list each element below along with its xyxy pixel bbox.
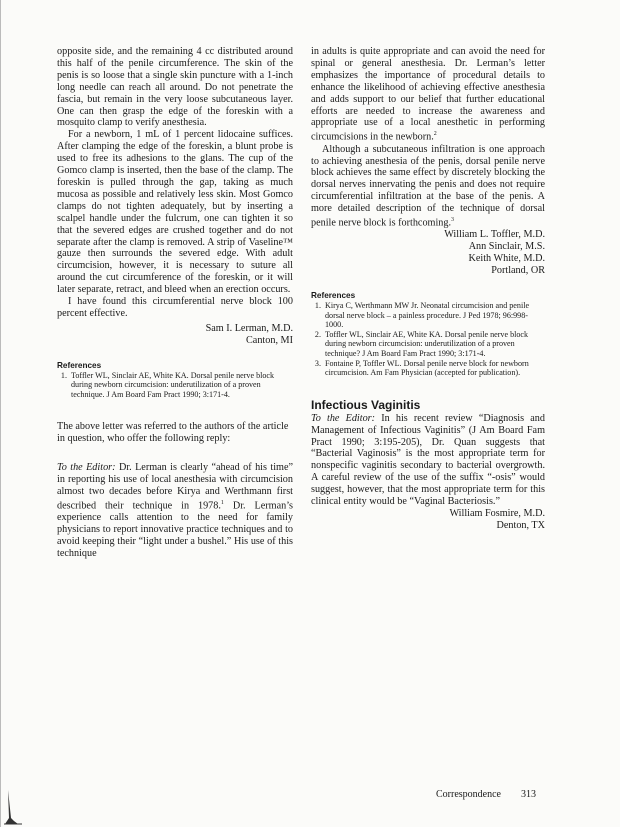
left-column	[57, 46, 293, 560]
page-edge	[0, 0, 11, 827]
letter-paragraph	[311, 413, 545, 508]
signature-location: Portland, OR	[491, 265, 545, 277]
reference-item: 1. Kirya C, Werthmann MW Jr. Neonatal circumcision and penile dorsal nerve block – a painless procedure. J Ped 1978; 96:998-1000.	[323, 301, 545, 330]
signature-name: Sam I. Lerman, M.D.	[205, 322, 293, 334]
body-paragraph: opposite side, and the remaining 4 cc distributed around this half of the penile circumference. The skin of the penis is so loose that a single skin puncture with a 1-inch long needle can reach all around. Do not penetrate the fascia, but remain in the very loose subcutaneous layer. One can then grasp the edge of the foreskin with a mosquito clamp to verify anesthesia.	[57, 46, 293, 129]
editor-note: The above letter was referred to the authors of the article in question, who offer the following reply:	[57, 421, 289, 445]
signature-block	[311, 508, 545, 532]
signature-name: William L. Toffler, M.D.	[444, 229, 545, 241]
corner-mark	[2, 788, 24, 826]
signature-block	[311, 229, 545, 277]
page-number: 313	[520, 789, 536, 800]
references-section	[311, 291, 545, 378]
references-heading: References	[57, 360, 102, 370]
signature-name: William Fosmire, M.D.	[449, 508, 545, 519]
page-footer	[436, 789, 536, 800]
references-list	[57, 371, 293, 400]
body-paragraph	[311, 46, 545, 144]
reply-paragraph	[57, 462, 293, 560]
body-paragraph: I have found this circumferential nerve block 100 percent effective.	[57, 296, 293, 319]
references-list	[311, 301, 545, 378]
citation-sup: 1	[220, 499, 224, 506]
signature-block	[57, 323, 293, 347]
reply-continued: in adults is quite appropriate and can avoid the need for spinal or general anesthesia. Dr. Lerman’s letter emphasizes the importance of procedural details to enhance the likelihood of achieving effective anesthesia and adds support to our belief that further educational efforts are needed to increase the awareness and appropriate use of a local anesthetic in performing circumcisions in the newborn.	[311, 46, 545, 143]
section-heading: Infectious Vaginitis	[311, 397, 421, 412]
reference-item: 3. Fontaine P, Toffler WL. Dorsal penile nerve block for newborn circumcision. Am Fam Physician (accepted for publication).	[323, 359, 545, 378]
citation-sup: 2	[433, 131, 437, 138]
citation-sup: 3	[451, 217, 455, 224]
signature-name: Ann Sinclair, M.S.	[468, 241, 545, 253]
body-paragraph: For a newborn, 1 mL of 1 percent lidocaine suffices. After clamping the edge of the foreskin, a blunt probe is used to free its adhesions to the glans. The cup of the Gomco clamp is inserted, then the base of the clamp. The foreskin is pulled through the gap, taking as much mucosa as possible and relatively less skin. Most Gomco clamps do not tighten adequately, but by inserting a scalpel handle under the fulcrum, one can tighten it so that the severed edges are crushed together and do not separate after the clamp is removed. A strip of Vaseline™ gauze then surrounds the severed edge. With adult circumcision, however, it is necessary to suture all around the cut circumference of the foreskin, or it will later separate, retract, and bleed when an erection occurs.	[57, 129, 293, 296]
references-heading: References	[311, 291, 356, 300]
to-the-editor: To the Editor:	[57, 462, 116, 474]
right-column	[311, 46, 545, 532]
body-paragraph	[311, 144, 545, 230]
reply-text-tail: Dr. Lerman’s experience calls attention to the need for family physicians to report innovative practice techniques and to avoid keeping their “light under a bushel.” His use of this technique	[57, 500, 293, 559]
reply-text: Dr. Lerman is clearly “ahead of his time” in reporting his use of local anesthesia with circumcision almost two decades before Kirya and Werthmann first described their technique in 1978.	[57, 462, 294, 512]
reference-item: 1. Toffler WL, Sinclair AE, White KA. Dorsal penile nerve block during newborn circumcision: underutilization of a proven technique. J Am Board Fam Pract 1990; 3:171-4.	[69, 371, 293, 400]
to-the-editor: To the Editor:	[311, 412, 376, 424]
body-text: Although a subcutaneous infiltration is one approach to achieving anesthesia of the penis, dorsal penile nerve block achieves the same effect by discretely blocking the dorsal nerves innervating the penis and does not require circumferential infiltration at the base of the penis. A more detailed description of the technique of dorsal penile nerve block is forthcoming.	[311, 143, 545, 229]
signature-location: Denton, TX	[496, 519, 545, 531]
reference-item: 2. Toffler WL, Sinclair AE, White KA. Dorsal penile nerve block during newborn circumcision: underutilization of a proven technique? J Am Board Fam Pract 1990; 3:171-4.	[323, 330, 545, 359]
references-section	[57, 361, 293, 400]
signature-location: Canton, MI	[246, 334, 293, 346]
footer-section: Correspondence	[436, 789, 501, 800]
signature-name: Keith White, M.D.	[468, 253, 545, 265]
letter-text: In his recent review “Diagnosis and Management of Infectious Vaginitis” (J Am Board Fam Pract 1990; 3:195-205), Dr. Quan suggests that “Bacterial Vaginosis” is the most appropriate term for nonspecific vaginitis secondary to bacterial overgrowth. A careful review of the use of the suffix “-osis” would suggest, however, that the most appropriate term for this clinical entity would be “Vaginal Bacteriosis.”	[311, 412, 545, 508]
